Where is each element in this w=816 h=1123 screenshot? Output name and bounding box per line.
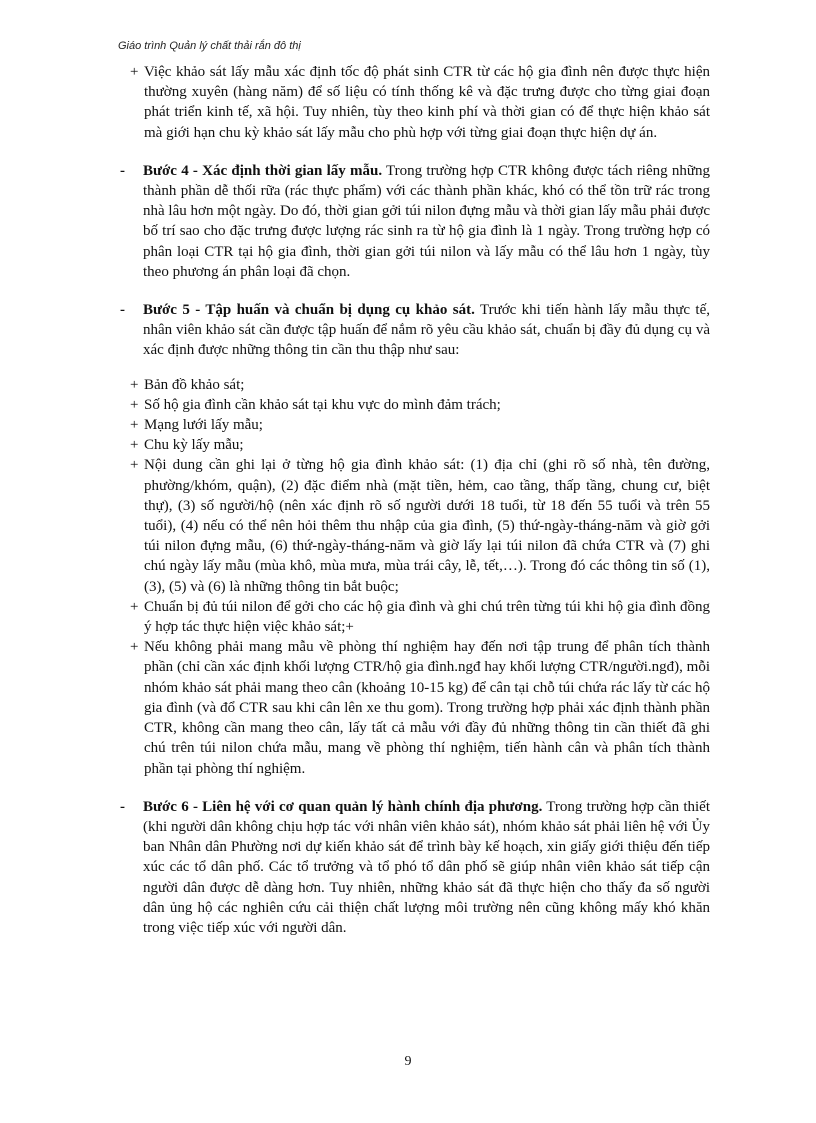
bullet-marker: + [130,376,139,393]
page-number: 9 [404,1054,412,1069]
list-item-text: Chu kỳ lấy mẫu; [144,437,244,454]
list-item [110,375,710,395]
step-marker: - [120,302,125,319]
step-4-title: Bước 4 - Xác định thời gian lấy mẫu. [143,162,383,179]
step-5-list [110,375,710,779]
step-5-title: Bước 5 - Tập huấn và chuẩn bị dụng cụ khảo sát. [143,302,475,319]
bullet-marker: + [130,396,139,413]
bullet-marker: + [130,417,139,434]
list-item [110,637,710,778]
step-marker: - [120,798,125,815]
bullet-marker: + [130,639,139,656]
list-item-text: Số hộ gia đình cần khảo sát tại khu vực do mình đảm trách; [144,396,501,413]
list-item [110,435,710,455]
list-item [110,415,710,435]
page-body [110,62,710,938]
list-item-text: Nội dung cần ghi lại ở từng hộ gia đình khảo sát: (1) địa chỉ (ghi rõ số nhà, tên đường, phường/khóm, quận), (2) đặc điểm nhà (mặt tiền, hẻm, cao tầng, thấp tầng, chung cư, biệt thự), (3) số người/hộ (nên xác định rõ số người dưới 18 tuổi, từ 18 đến 55 tuổi và trên 55 tuổi), (4) nếu có thể nên hỏi thêm thu nhập của gia đình, (5) thứ-ngày-tháng-năm và giờ gởi túi nilon đựng mẫu, (6) thứ-ngày-tháng-năm và giờ lấy lại túi nilon đã chứa CTR và (7) ghi chú ngày lấy mẫu (mùa khô, mùa mưa, mùa trái cây, lễ, tết,…). Trong đó các thông tin số (1), (3), (5) và (6) là những thông tin bắt buộc; [144,457,710,595]
bullet-marker: + [130,598,139,615]
running-header: Giáo trình Quản lý chất thải rắn đô thị [118,40,301,52]
intro-bullet [110,62,710,143]
step-4-paragraph [110,161,710,282]
list-item [110,455,710,596]
step-6-title: Bước 6 - Liên hệ với cơ quan quản lý hành chính địa phương. [143,798,543,815]
bullet-text: Việc khảo sát lấy mẫu xác định tốc độ phát sinh CTR từ các hộ gia đình nên được thực hiện thường xuyên (hàng năm) để số liệu có tính thống kê và đặc trưng được cho từng giai đoạn phát triển kinh tế, xã hội. Tuy nhiên, tùy theo kinh phí và thời gian có để thực hiện khảo sát mà giới hạn chu kỳ khảo sát lấy mẫu cho phù hợp với từng giai đoạn thực hiện dự án. [144,64,710,141]
bullet-marker: + [130,457,139,474]
step-4-text: Trong trường hợp CTR không được tách riêng những thành phần dễ thối rữa (rác thực phẩm) với các thành phần khác, khó có thể tồn trữ rác trong nhà lâu hơn một ngày. Do đó, thời gian gởi túi nilon đựng mẫu và thời gian lấy mẫu phải được bố trí sao cho đặc trưng được lượng rác sinh ra từ hộ gia đình là 1 ngày. Trong trường hợp có phân loại CTR tại hộ gia đình, thời gian gởi túi nilon và lấy mẫu có thể lâu hơn 1 ngày, tùy theo phương án phân loại đã chọn. [143,162,710,280]
list-item [110,597,710,637]
list-item-text: Mạng lưới lấy mẫu; [144,417,263,434]
bullet-marker: + [130,64,139,80]
step-6-paragraph [110,797,710,938]
list-item [110,395,710,415]
list-item-text: Chuẩn bị đủ túi nilon để gởi cho các hộ gia đình và ghi chú trên từng túi khi hộ gia đình đồng ý hợp tác thực hiện việc khảo sát;+ [144,598,710,636]
bullet-marker: + [130,437,139,454]
step-5-text: Trước khi tiến hành lấy mẫu thực tế, nhân viên khảo sát cần được tập huấn để nắm rõ yêu cầu khảo sát, chuẩn bị đầy đủ dụng cụ và xác định được những thông tin cần thu thập như sau: [143,302,711,359]
step-6-text: Trong trường hợp cần thiết (khi người dân không chịu hợp tác với nhân viên khảo sát), nhóm khảo sát phải liên hệ với Ủy ban Nhân dân Phường nơi dự kiến khảo sát để trình bày kế hoạch, xin giấy giới thiệu đến tiếp xúc các tổ dân phố. Các tổ trưởng và tổ phó tổ dân phố sẽ giúp nhân viên khảo sát tiếp cận người dân được dễ dàng hơn. Tuy nhiên, những khảo sát đã thực hiện cho thấy đa số người dân ủng hộ các nghiên cứu cải thiện chất lượng môi trường nên cũng không mấy khó khăn trong việc tiếp xúc với người dân. [143,798,710,936]
list-item-text: Nếu không phải mang mẫu về phòng thí nghiệm hay đến nơi tập trung để phân tích thành phần (chỉ cần xác định khối lượng CTR/hộ gia đình.ngđ hay khối lượng CTR/người.ngđ), mỗi nhóm khảo sát phải mang theo cân (khoảng 10-15 kg) để cân tại chỗ túi chứa rác lấy từ các hộ gia đình (và đổ CTR sau khi cân lên xe thu gom). Trong trường hợp phải xác định thành phần CTR, không cần mang theo cân, lấy tất cả mẫu với đầy đủ những thông tin cần thiết đã ghi chú trên túi nilon chứa mẫu, mang về phòng thí nghiệm, tiến hành cân và phân tích thành phần tại phòng thí nghiệm. [144,639,710,777]
step-marker: - [120,162,125,179]
list-item-text: Bản đồ khảo sát; [144,376,245,393]
step-5-paragraph [110,300,710,361]
